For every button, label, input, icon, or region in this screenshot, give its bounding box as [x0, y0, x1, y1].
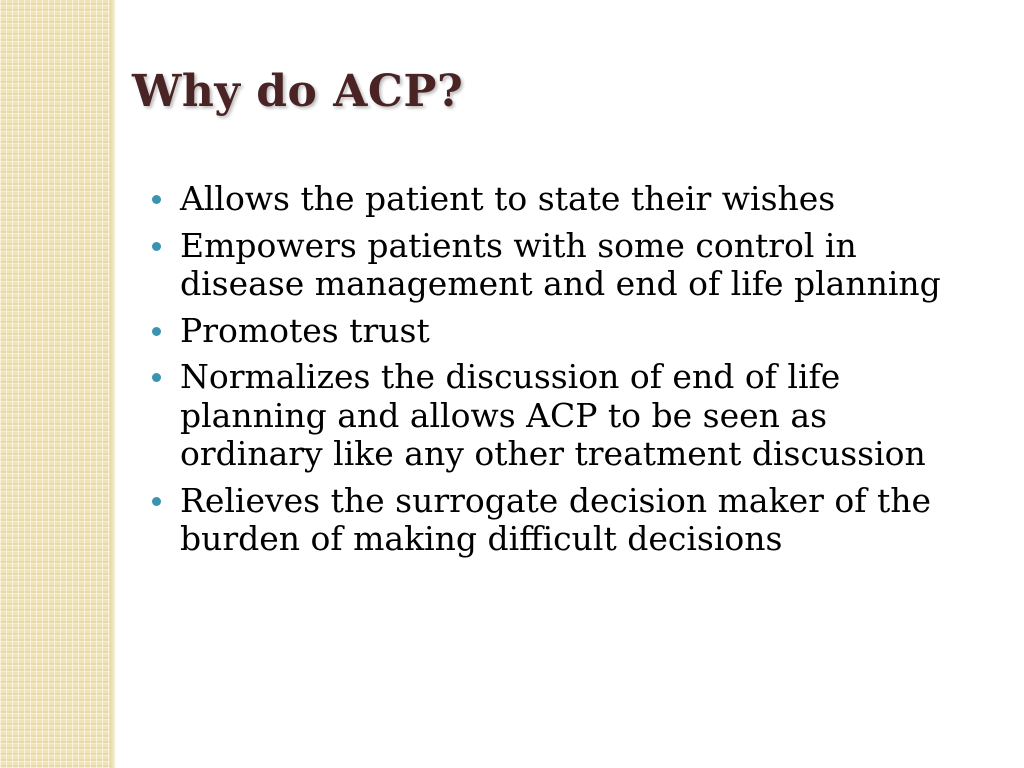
- bullet-text: Promotes trust: [180, 310, 430, 350]
- side-band-edge: [110, 0, 115, 768]
- bullet-dot-icon: [152, 327, 161, 336]
- slide-title: Why do ACP?: [132, 66, 464, 117]
- decorative-side-band: [0, 0, 110, 768]
- bullet-text: Allows the patient to state their wishes: [180, 179, 836, 218]
- bullet-list: [146, 179, 952, 567]
- bullet-text: Relieves the surrogate decision maker of the burden of making difficult decisions: [180, 480, 952, 558]
- bullet-dot-icon: [152, 242, 161, 251]
- bullet-text: Normalizes the discussion of end of life planning and allows ACP to be seen as ordinary like any other treatment discussion: [180, 357, 926, 473]
- bullet-item: [146, 180, 946, 219]
- bullet-item: [146, 312, 946, 351]
- bullet-item: [146, 480, 952, 559]
- bullet-dot-icon: [152, 195, 161, 204]
- bullet-text: Empowers patients with some control in disease management and end of life planning: [180, 225, 941, 303]
- bullet-item: [146, 227, 946, 304]
- bullet-dot-icon: [152, 373, 161, 382]
- bullet-item: [146, 358, 946, 474]
- bullet-dot-icon: [152, 497, 161, 506]
